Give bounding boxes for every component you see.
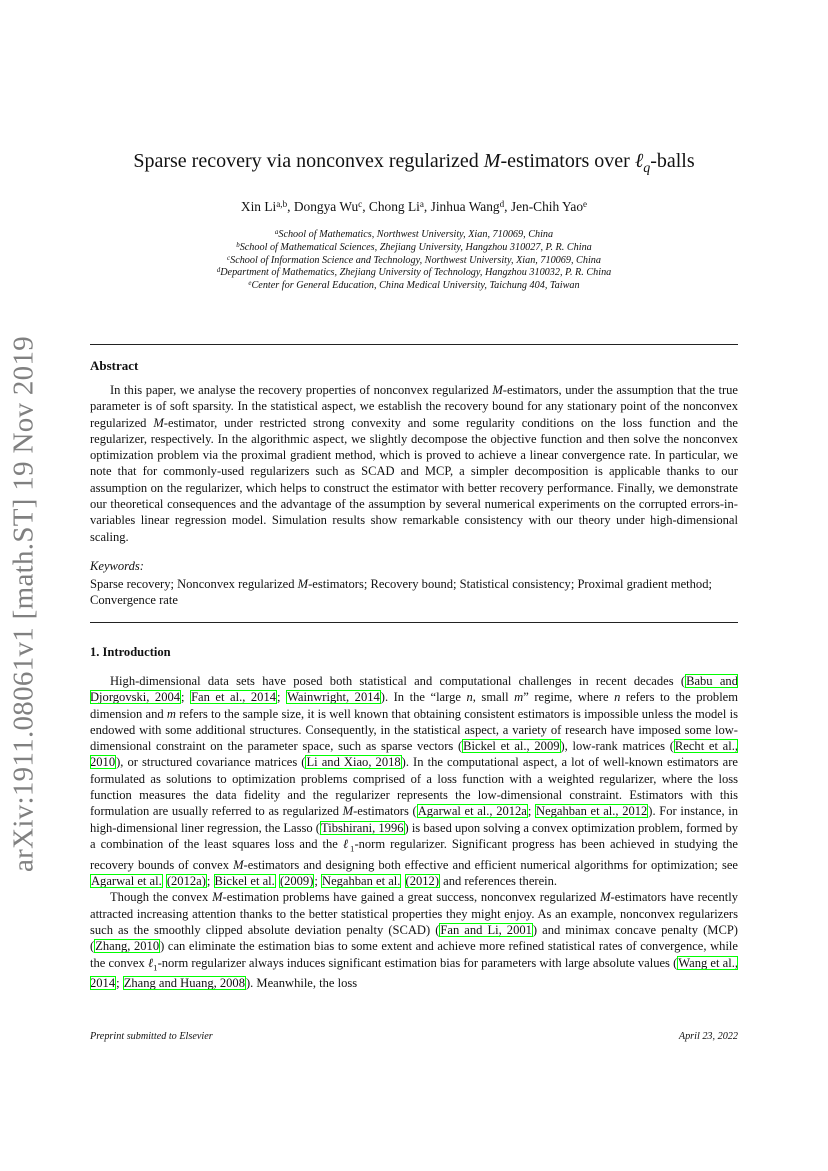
author: Chong Li$^a$ — [368, 198, 424, 214]
citation-link[interactable]: Babu and Djorgovski, 2004 — [90, 674, 738, 705]
citation-link[interactable]: Agarwal et al. — [91, 874, 162, 889]
citation-link[interactable]: Wainwright, 2014 — [287, 690, 380, 705]
introduction-text — [90, 673, 738, 992]
keywords-label: Keywords: — [90, 559, 144, 573]
abstract-heading: Abstract — [90, 358, 139, 373]
author: Jinhua Wang$^d$ — [430, 198, 505, 214]
citation-link[interactable]: (2009) — [279, 874, 314, 889]
arxiv-identifier: arXiv:1911.08061v1 [math.ST] 19 Nov 2019 — [7, 335, 40, 873]
author: Xin Li$^{a,b}$ — [240, 198, 288, 214]
citation-link[interactable]: Fan and Li, 2001 — [440, 922, 532, 937]
citation-link[interactable]: (2012a) — [166, 874, 206, 889]
author: Jen-Chih Yao$^e$ — [510, 198, 588, 214]
citation-link[interactable]: Negahban et al. — [322, 874, 401, 889]
citation-link[interactable]: Bickel et al., 2009 — [463, 739, 560, 754]
citation-link[interactable]: (2012) — [405, 874, 439, 889]
keywords-text: Sparse recovery; Nonconvex regularized M-estimators; Recovery bound; Statistical consistency; Proximal gradient method; Convergence rate — [90, 577, 712, 608]
citation-link[interactable]: Bickel et al. — [214, 874, 275, 889]
affiliations — [90, 229, 738, 293]
paper-title: Sparse recovery via nonconvex regularized M-estimators over ℓ$_q$-balls — [133, 150, 695, 176]
citation-link[interactable]: Agarwal et al., 2012a — [417, 804, 527, 819]
citation-link[interactable]: Tibshirani, 1996 — [320, 820, 404, 835]
paragraph: High-dimensional data sets have posed both statistical and computational challenges in recent decades (Babu and Djorgovski, 2004; Fan et al., 2014; Wainwright, 2014). In the “large n, small m” regime, where n refers to the problem dimension and m refers to the sample size, it is well known that obtaining consistent estimators is impossible unless the model is endowed with some additional structures. Consequently, in the statistical aspect, a variety of research have imposed some low-dimensional constraint on the parameter space, such as sparse vectors (Bickel et al., 2009), low-rank matrices (Recht et al., 2010), or structured covariance matrices (Li and Xiao, 2018). In the computational aspect, a lot of well-known estimators are formulated as solutions to optimization problems comprised of a loss function with a weighted regularizer, where the loss function measures the data fidelity and the regularizer represents the low-dimensional constraint. Estimators with this formulation are usually referred to as regularized M-estimators (Agarwal et al., 2012a; Negahban et al., 2012). For instance, in high-dimensional liner regression, the Lasso (Tibshirani, 1996) is based upon solving a convex optimization problem, formed by a combination of the least squares loss and the ℓ$_1$-norm regularizer. Significant progress has been achieved in studying the recovery bounds of convex M-estimators and designing both effective and efficient numerical algorithms for optimization; see Agarwal et al. (2012a); Bickel et al. (2009); Negahban et al. (2012) and references therein. — [90, 674, 739, 889]
footer-preprint-note: Preprint submitted to Elsevier — [90, 1031, 213, 1042]
citation-link[interactable]: Zhang and Huang, 2008 — [123, 976, 245, 991]
affiliation: $^d$Department of Mathematics, Zhejiang University of Technology, Hangzhou 310032, P. R. China — [216, 267, 612, 279]
affiliation: $^b$School of Mathematical Sciences, Zhejiang University, Hangzhou 310027, P. R. China — [236, 241, 592, 253]
affiliation: $^e$Center for General Education, China Medical University, Taichung 404, Taiwan — [248, 280, 580, 292]
affiliation: $^a$School of Mathematics, Northwest University, Xian, 710069, China — [274, 228, 554, 240]
abstract-text: In this paper, we analyse the recovery properties of nonconvex regularized M-estimators, under the assumption that the true parameter is of soft sparsity. In the statistical aspect, we establish the recovery bound for any stationary point of the nonconvex regularized M-estimator, under restricted strong convexity and some regularity conditions on the loss function and the regularizer, respectively. In the algorithmic aspect, we slightly decompose the objective function and then solve the nonconvex optimization problem via the proximal gradient method, which is proved to achieve a linear convergence rate. In particular, we note that for commonly-used regularizers such as SCAD and MCP, a simpler decomposition is applicable thanks to our assumption on the regularizer, which helps to construct the estimator with better recovery performance. Finally, we demonstrate our theoretical consequences and the advantage of the assumption by several numerical experiments on the corrupted errors-in-variables linear regression model. Simulation results show remarkable consistency with our theory under high-dimensional scaling. — [90, 383, 739, 544]
citation-link[interactable]: Negahban et al., 2012 — [536, 804, 648, 819]
arxiv-sidebar-stamp — [0, 335, 48, 873]
paragraph: Though the convex M-estimation problems have gained a great success, nonconvex regularized M-estimators have recently attracted increasing attention thanks to the better statistical properties they might enjoy. As an example, nonconvex regularizers such as the smoothly clipped absolute deviation penalty (SCAD) (Fan and Li, 2001) and minimax concave penalty (MCP) (Zhang, 2010) can eliminate the estimation bias to some extent and achieve more refined statistical rates of convergence, while the convex ℓ$_1$-norm regularizer always induces significant estimation bias for parameters with large absolute values (Wang et al., 2014; Zhang and Huang, 2008). Meanwhile, the loss — [90, 890, 738, 991]
affiliation: $^c$School of Information Science and Technology, Northwest University, Xian, 710069, China — [227, 254, 601, 266]
citation-link[interactable]: Li and Xiao, 2018 — [306, 755, 401, 770]
author-list: Xin Li$^{a,b}$, Dongya Wu$^c$, Chong Li$^a$, Jinhua Wang$^d$, Jen-Chih Yao$^e$ — [240, 198, 588, 214]
citation-link[interactable]: Zhang, 2010 — [95, 939, 160, 954]
citation-link[interactable]: Wang et al., 2014 — [90, 955, 738, 991]
divider — [90, 622, 738, 623]
footer-date: April 23, 2022 — [678, 1031, 738, 1042]
citation-link[interactable]: Recht et al., 2010 — [90, 739, 738, 770]
section-heading-introduction: 1. Introduction — [90, 645, 171, 659]
author: Dongya Wu$^c$ — [293, 198, 363, 214]
citation-link[interactable]: Fan et al., 2014 — [191, 690, 277, 705]
divider — [90, 344, 738, 345]
